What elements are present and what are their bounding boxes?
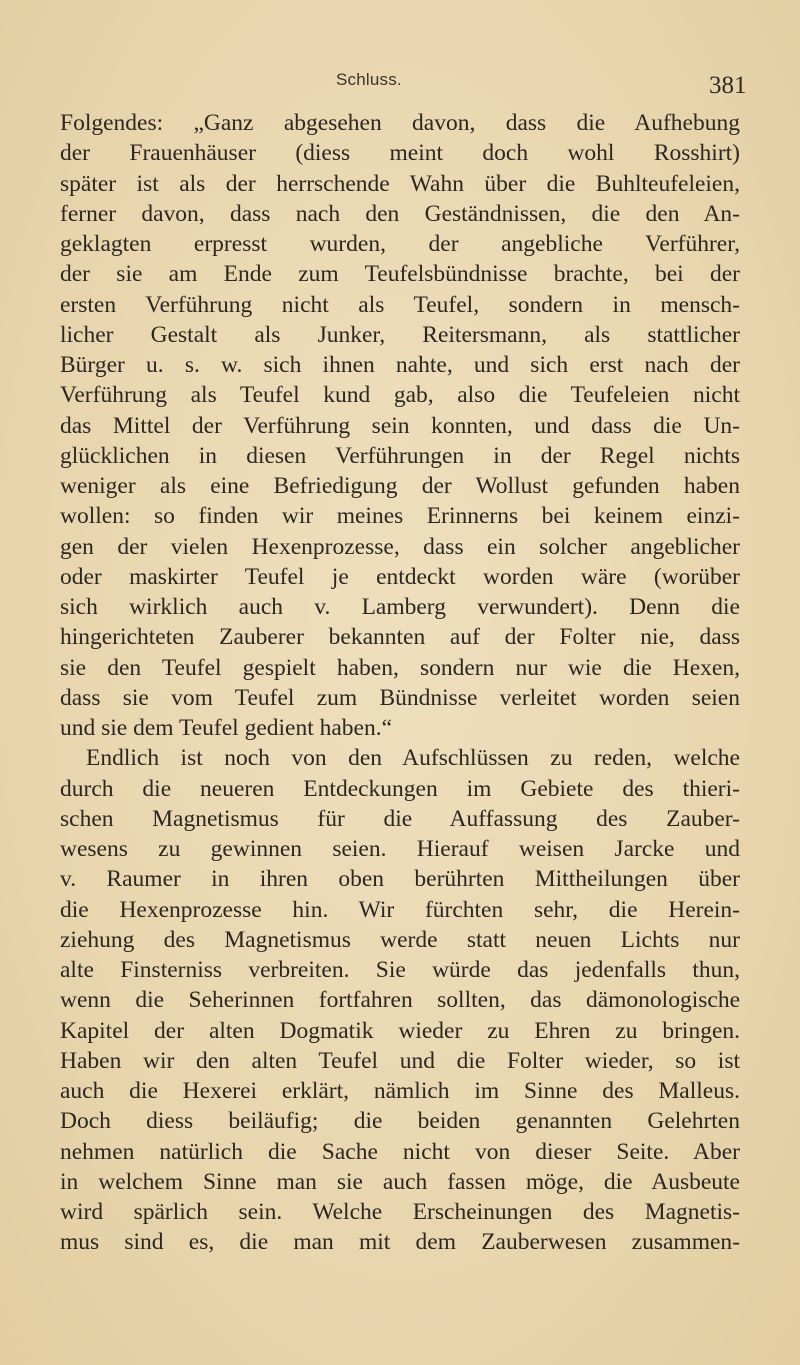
text-line: und sie dem Teufel gedient haben.“ (60, 715, 393, 741)
text-line: durch die neueren Entdeckungen im Gebiete des thieri- (60, 775, 740, 802)
text-line: ferner davon, dass nach den Geständnissen, die den An- (60, 200, 740, 227)
text-line: wenn die Seherinnen fortfahren sollten, das dämonologische (60, 987, 740, 1014)
text-line: geklagten erpresst wurden, der angebliche Verführer, (60, 231, 740, 257)
text-line: später ist als der herrschende Wahn über die Buhlteufeleien, (60, 170, 740, 197)
page-number: 381 (709, 72, 747, 99)
text-line: wird spärlich sein. Welche Erscheinungen des Magnetis- (60, 1199, 740, 1225)
text-line: weniger als eine Befriedigung der Wollust gefunden haben (60, 473, 740, 499)
running-title: Schluss. (336, 70, 402, 89)
text-line: das Mittel der Verführung sein konnten, und dass die Un- (60, 412, 740, 439)
text-line: Doch diess beiläufig; die beiden genannten Gelehrten (60, 1108, 740, 1135)
text-line: oder maskirter Teufel je entdeckt worden wäre (worüber (60, 563, 740, 590)
running-head (0, 70, 800, 100)
text-line: hingerichteten Zauberer bekannten auf der Folter nie, dass (60, 624, 740, 651)
text-line: schen Magnetismus für die Auffassung des Zauber- (60, 805, 740, 832)
text-line: glücklichen in diesen Verführungen in der Regel nichts (60, 442, 740, 469)
text-line: Kapitel der alten Dogmatik wieder zu Ehren zu bringen. (60, 1017, 740, 1044)
text-line: mus sind es, die man mit dem Zauberwesen zusammen- (60, 1229, 740, 1256)
text-line: alte Finsterniss verbreiten. Sie würde das jedenfalls thun, (60, 957, 740, 983)
body-text (60, 108, 740, 1258)
text-line: der Frauenhäuser (diess meint doch wohl Rosshirt) (60, 140, 740, 167)
text-line: ersten Verführung nicht als Teufel, sondern in mensch- (60, 291, 740, 318)
text-line: Endlich ist noch von den Aufschlüssen zu reden, welche (86, 745, 740, 772)
text-line: Verführung als Teufel kund gab, also die Teufeleien nicht (60, 382, 740, 409)
text-line: sie den Teufel gespielt haben, sondern nur wie die Hexen, (60, 654, 740, 681)
text-line: dass sie vom Teufel zum Bündnisse verleitet worden seien (60, 684, 740, 711)
text-line: licher Gestalt als Junker, Reitersmann, als stattlicher (60, 321, 740, 348)
text-line: in welchem Sinne man sie auch fassen möge, die Ausbeute (60, 1168, 740, 1195)
text-line: auch die Hexerei erklärt, nämlich im Sinne des Malleus. (60, 1078, 740, 1104)
text-line: nehmen natürlich die Sache nicht von dieser Seite. Aber (60, 1138, 740, 1165)
text-line: Folgendes: „Ganz abgesehen davon, dass die Aufhebung (60, 110, 740, 136)
text-line: gen der vielen Hexenprozesse, dass ein solcher angeblicher (60, 533, 740, 560)
text-line: Bürger u. s. w. sich ihnen nahte, und sich erst nach der (60, 352, 740, 378)
text-line: sich wirklich auch v. Lamberg verwundert). Denn die (60, 594, 740, 620)
text-line: die Hexenprozesse hin. Wir fürchten sehr, die Herein- (60, 896, 740, 923)
text-line: wollen: so finden wir meines Erinnerns bei keinem einzi- (60, 503, 740, 530)
text-line: wesens zu gewinnen seien. Hierauf weisen Jarcke und (60, 836, 740, 862)
text-line: Haben wir den alten Teufel und die Folter wieder, so ist (60, 1047, 740, 1074)
text-line: der sie am Ende zum Teufelsbündnisse brachte, bei der (60, 261, 740, 288)
text-line: v. Raumer in ihren oben berührten Mittheilungen über (60, 866, 740, 893)
text-line: ziehung des Magnetismus werde statt neuen Lichts nur (60, 926, 740, 953)
